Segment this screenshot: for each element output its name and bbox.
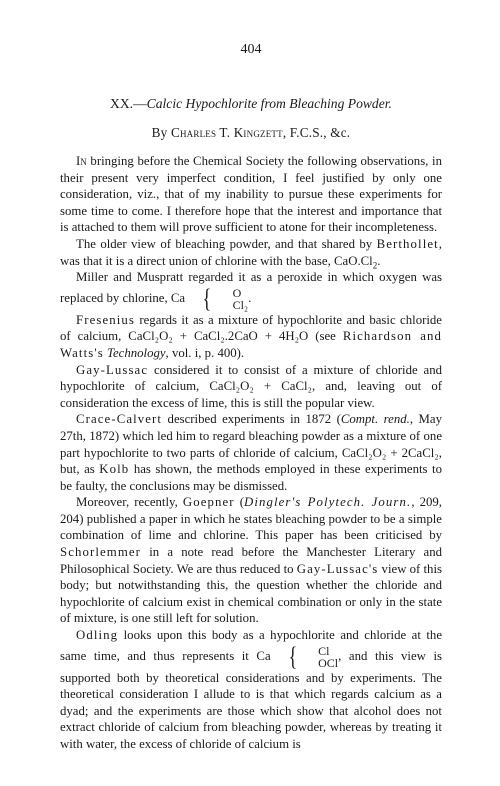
paragraph-6: Crace-Calvert described experiments in 1872 (Compt. rend., May 27th, 1872) which led him to regard bleaching powder as a mixture of one part hypochlorite to two parts of chloride of calcium, CaCl₂O₂ + 2CaCl₂, but, as Kolb has shown, the methods employed in these experiments to be faulty, the conclusions may be dismissed. xyxy=(60,412,442,493)
name-crace-calvert: Crace-Calvert xyxy=(76,412,163,427)
article-body xyxy=(60,153,442,753)
paragraph-7: Moreover, recently, Goepner (Dingler's Polytech. Journ., 209, 204) published a paper in which he states bleaching powder to be a simple combination of lime and chlorine. This paper has been criticised by Schorlemmer in a note read before the Manchester Literary and Philosophical Society. We are thus reduced to Gay-Lussac's view of this body; but notwithstanding this, the question whether the chloride and hypochlorite of calcium exist in chemical combination or only in the state of mixture, is one still left for solution. xyxy=(60,495,442,626)
formula-brace-odling: { Cl OCl xyxy=(273,644,339,670)
name-fresenius: Fresenius xyxy=(76,312,135,327)
paragraph-1: In bringing before the Chemical Society the following observations, in their present very imperfect condition, I feel justified by only one consideration, viz., that of my inability to pursue these experiments for some time to come. I therefore hope that the interest and importance that is attached to them will prove sufficient to atone for their incompleteness. xyxy=(60,154,442,235)
author-credentials: , F.C.S., &c. xyxy=(282,125,351,140)
paragraph-1-first-word: In xyxy=(76,154,87,168)
journal-dingler: Dingler's Polytech. Journ. xyxy=(244,495,412,510)
article-title xyxy=(60,96,442,112)
paragraph-8: Odling looks upon this body as a hypochlorite and chloride at the same time, and thus represents it Ca { Cl OCl , and this view is supported both by theoretical considerations and by experiments. The theoretical consideration I allude to is that which regards calcium as a dyad; and the experiments are those which show that alcohol does not extract chloride of calcium from bleaching powder, whereas by treating it with water, the excess of chloride of calcium is xyxy=(60,628,442,751)
author-name: Charles T. Kingzett xyxy=(170,125,283,140)
name-schorlemmer: Schorlemmer xyxy=(60,545,142,560)
title-italic: Calcic Hypochlorite from Bleaching Powder. xyxy=(146,96,392,111)
name-gay-lussac: Gay-Lussac xyxy=(76,362,149,377)
byline xyxy=(60,125,442,141)
paragraph-2: The older view of bleaching powder, and that shared by Berthollet, was that it is a direct union of chlorine with the base, $CaO.Cl_2$. xyxy=(60,236,442,271)
name-odling: Odling xyxy=(76,628,119,643)
byline-by: By xyxy=(151,125,168,140)
journal-compt-rend: Compt. rend. xyxy=(340,412,410,427)
name-berthollet: Berthollet xyxy=(376,236,439,251)
book-title-technology: Technology xyxy=(107,345,166,360)
paragraph-5: Gay-Lussac considered it to consist of a mixture of chloride and hypochlorite of calcium, CaCl₂O₂ + CaCl₂, and, leaving out of consideration the excess of lime, this is still the popular view. xyxy=(60,362,442,410)
page-number: 404 xyxy=(240,42,262,57)
name-gay-lussacs: Gay-Lussac's xyxy=(296,561,379,576)
paragraph-3: Miller and Muspratt regarded it as a peroxide in which oxygen was replaced by chlorine, Ca { O Cl₂ . xyxy=(60,270,442,313)
title-prefix: XX.— xyxy=(110,96,147,111)
name-kolb: Kolb xyxy=(99,462,130,477)
formula-brace-peroxide: { O Cl₂ xyxy=(187,286,248,312)
paragraph-4: Fresenius regards it as a mixture of hypochlorite and basic chloride of calcium, CaCl₂O₂ + CaCl₂.2CaO + 4H₂O (see Richardson and Watts's Technology, vol. i, p. 400). xyxy=(60,312,442,360)
name-goepner: Goepner xyxy=(182,495,235,510)
name-richardson-watts: Richardson and Watts's xyxy=(60,329,442,360)
brace-glyph: { xyxy=(288,641,297,671)
brace-glyph: { xyxy=(202,283,212,313)
